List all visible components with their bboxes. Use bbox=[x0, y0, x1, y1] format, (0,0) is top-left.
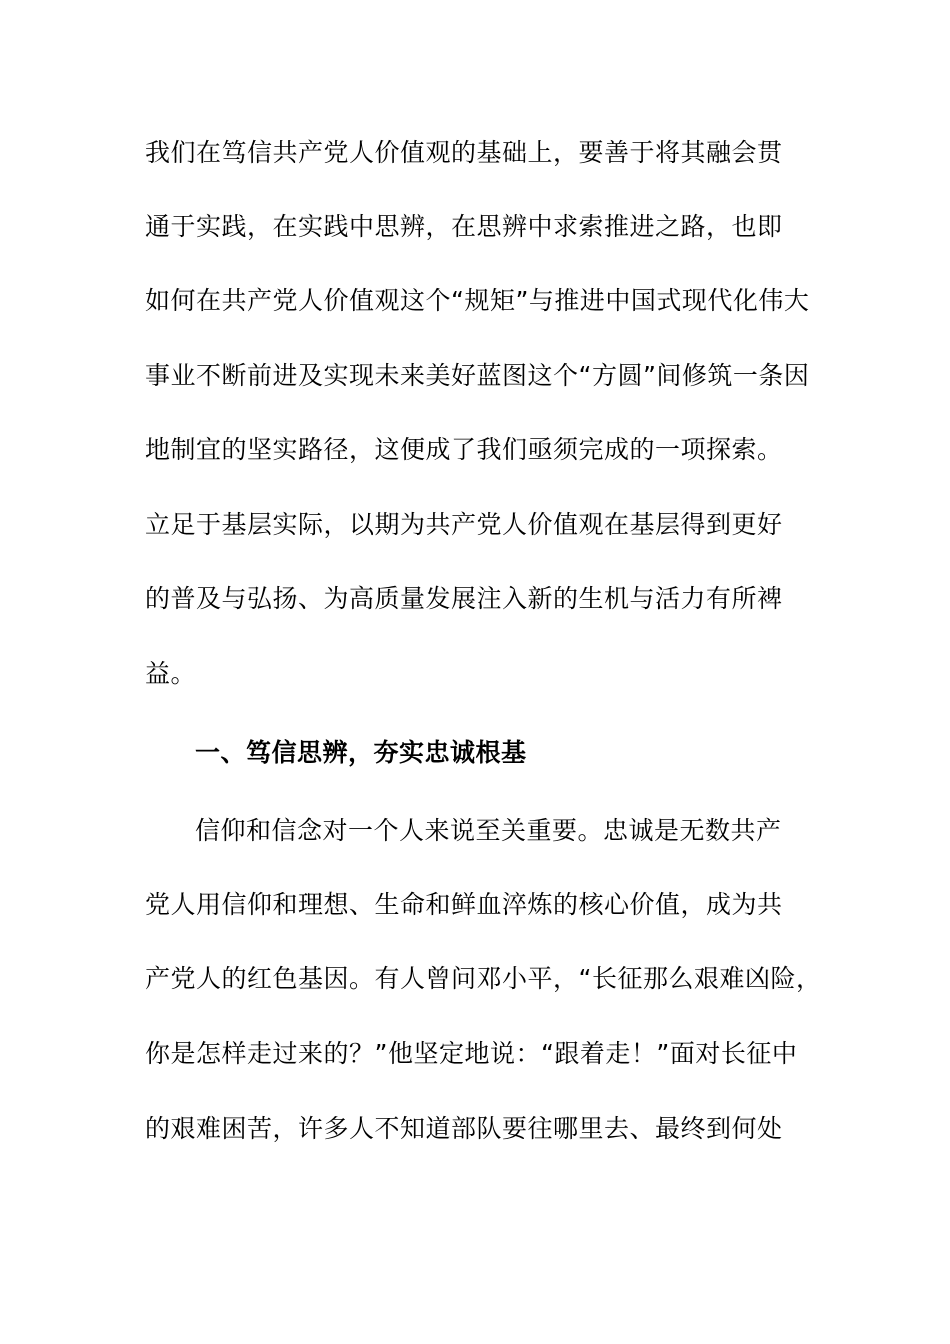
paragraph-line: 的普及与弘扬、为高质量发展注入新的生机与活力有所裨 bbox=[145, 584, 783, 613]
paragraph-line: 我们在笃信共产党人价值观的基础上，要善于将其融会贯 bbox=[145, 138, 783, 167]
paragraph-line: 的艰难困苦，许多人不知道部队要往哪里去、最终到何处 bbox=[145, 1114, 783, 1143]
paragraph-line: 立足于基层实际，以期为共产党人价值观在基层得到更好 bbox=[145, 510, 783, 539]
paragraph-line: 如何在共产党人价值观这个“规矩”与推进中国式现代化伟大 bbox=[145, 286, 810, 315]
paragraph-line: 产党人的红色基因。有人曾问邓小平，“长征那么艰难凶险， bbox=[145, 964, 822, 993]
paragraph-line: 事业不断前进及实现未来美好蓝图这个“方圆”间修筑一条因 bbox=[145, 361, 810, 390]
paragraph-line: 信仰和信念对一个人来说至关重要。忠诚是无数共产 bbox=[195, 816, 782, 845]
paragraph-line: 党人用信仰和理想、生命和鲜血淬炼的核心价值，成为共 bbox=[145, 890, 783, 919]
paragraph-line: 益。 bbox=[145, 659, 197, 688]
paragraph-line: 地制宜的坚实路径，这便成了我们亟须完成的一项探索。 bbox=[145, 435, 783, 464]
paragraph-line: 通于实践，在实践中思辨，在思辨中求索推进之路，也即 bbox=[145, 212, 783, 241]
section-heading: 一、笃信思辨，夯实忠诚根基 bbox=[195, 738, 527, 767]
paragraph-line: 你是怎样走过来的？”他坚定地说：“跟着走！”面对长征中 bbox=[145, 1039, 798, 1068]
